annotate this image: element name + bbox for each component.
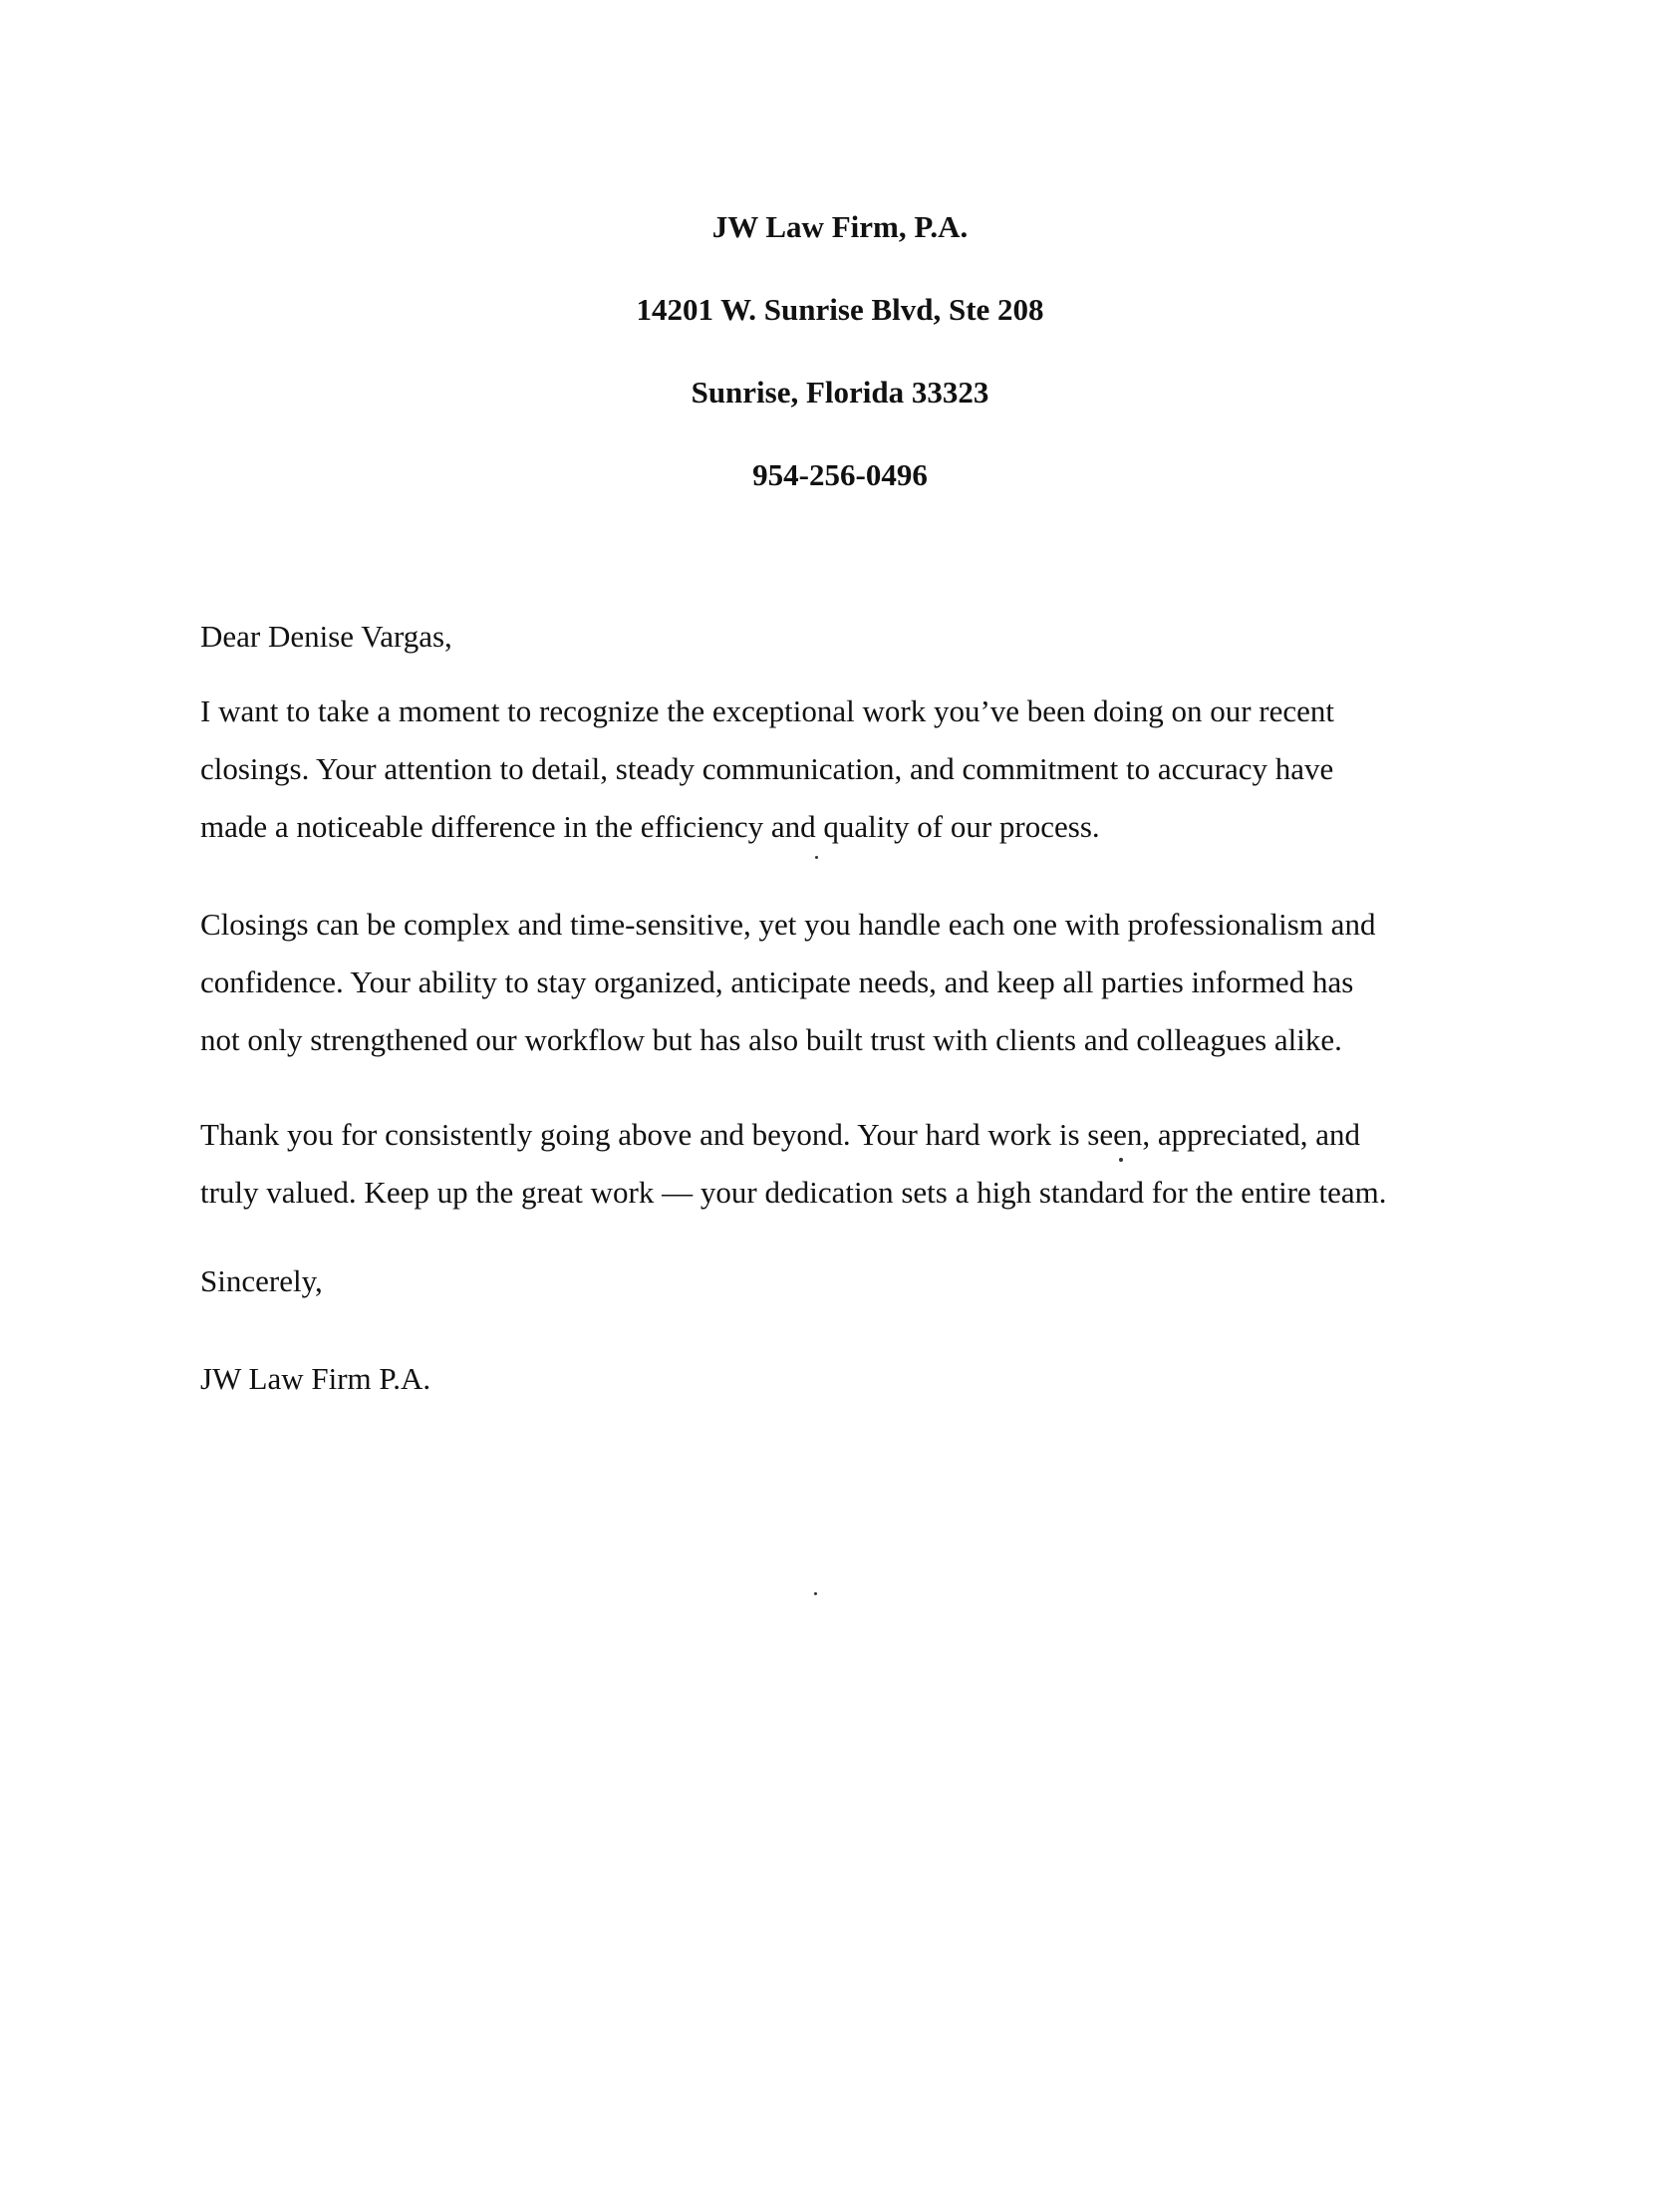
paragraph-thanks	[200, 1106, 1496, 1222]
paragraph-recognition	[200, 683, 1496, 856]
paragraph-line: confidence. Your ability to stay organized, anticipate needs, and keep all parties informed has	[200, 964, 1354, 999]
scan-speck	[814, 1592, 817, 1595]
signature: JW Law Firm P.A.	[200, 1361, 431, 1396]
scan-speck	[815, 856, 818, 859]
paragraph-line: not only strengthened our workflow but has also built trust with clients and colleagues alike.	[200, 1022, 1342, 1057]
letterhead-phone: 954-256-0496	[752, 457, 928, 492]
letterhead-firm-name: JW Law Firm, P.A.	[711, 209, 969, 244]
paragraph-line: made a noticeable difference in the efficiency and quality of our process.	[200, 809, 1100, 844]
paragraph-line: Closings can be complex and time-sensitive, yet you handle each one with professionalism and	[200, 907, 1376, 942]
letterhead-street: 14201 W. Sunrise Blvd, Ste 208	[636, 292, 1044, 327]
paragraph-line: Thank you for consistently going above and beyond. Your hard work is seen, appreciated, and	[200, 1117, 1360, 1152]
closing: Sincerely,	[200, 1263, 323, 1298]
paragraph-line: closings. Your attention to detail, steady communication, and commitment to accuracy have	[200, 751, 1334, 786]
paragraph-line: I want to take a moment to recognize the exceptional work you’ve been doing on our recent	[200, 693, 1334, 728]
paragraph-line: truly valued. Keep up the great work — your dedication sets a high standard for the entire team.	[200, 1175, 1387, 1210]
salutation: Dear Denise Vargas,	[200, 619, 452, 654]
letterhead-city-state-zip: Sunrise, Florida 33323	[691, 375, 989, 410]
paragraph-professionalism	[200, 896, 1496, 1069]
scan-speck	[1119, 1158, 1123, 1162]
